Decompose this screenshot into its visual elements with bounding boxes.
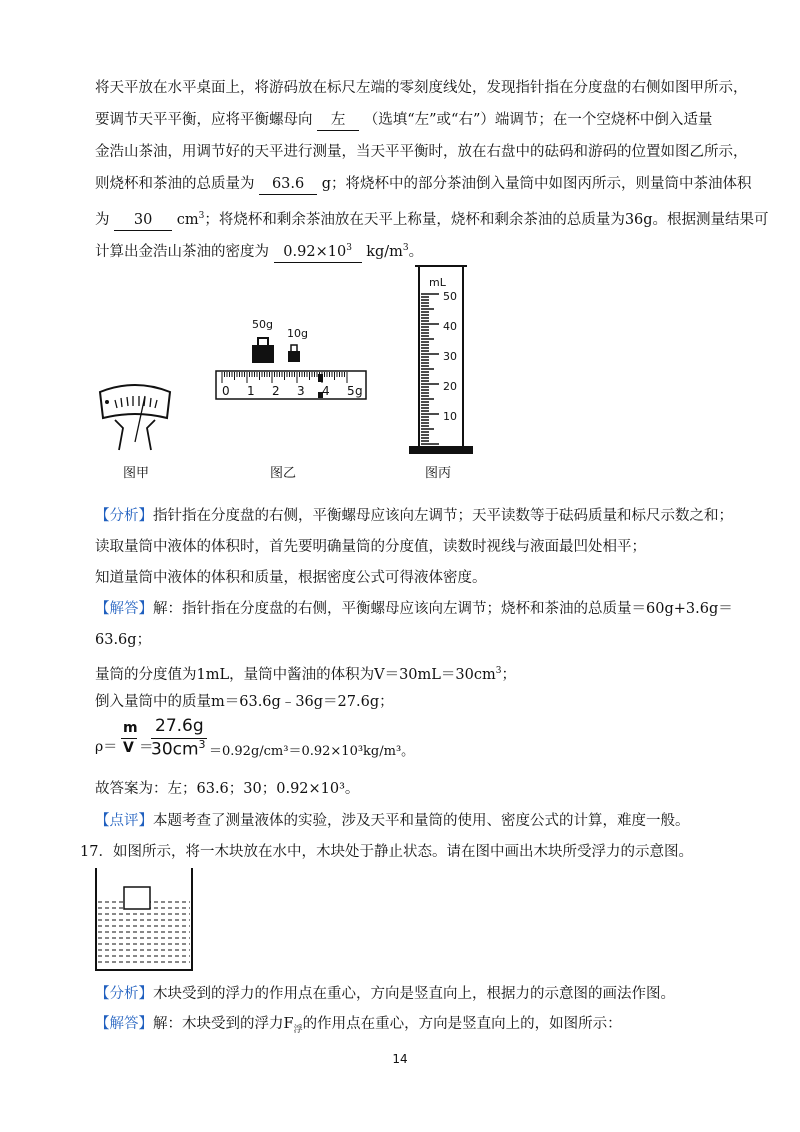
para-line-4 [95, 174, 752, 195]
tick-label: 0 [222, 384, 230, 398]
cylinder-labels [405, 262, 477, 458]
text: 的作用点在重心，方向是竖直向上的，如图所示： [302, 1016, 622, 1032]
text: g；将烧杯中的部分茶油倒入量筒中如图丙所示，则量筒中茶油体积 [321, 176, 752, 192]
weight-10g-label: 10g [287, 327, 308, 340]
analysis-tag: 【分析】 [95, 986, 153, 1002]
para-line-1: 将天平放在水平桌面上，将游码放在标尺左端的零刻度线处，发现指针指在分度盘的右侧如图甲所示， [95, 80, 748, 96]
equals: ＝ [139, 740, 154, 756]
fraction-bar [121, 738, 137, 739]
text: 。 [408, 243, 424, 260]
blank-text: 0.92×10 [283, 243, 347, 260]
caption-fig-c: 图丙 [425, 466, 452, 481]
rho-symbol: ρ＝ [95, 739, 118, 755]
analysis-line-2: 读取量筒中液体的体积时，首先要明确量筒的分度值，读数时视线与液面最凹处相平； [95, 539, 646, 555]
unit-label: g [355, 384, 363, 398]
superscript: 3 [495, 666, 502, 676]
unit-label: mL [429, 276, 446, 289]
answer2-line [95, 1014, 622, 1040]
answer-line-4: 倒入量筒中的质量m＝63.6g﹣36g＝27.6g； [95, 694, 394, 710]
text: 为 [95, 211, 110, 228]
formula-tail: ＝0.92g/cm³＝0.92×10³kg/m³。 [209, 744, 415, 759]
para-line-6 [95, 238, 423, 263]
comment-tag: 【点评】 [95, 813, 153, 829]
answer-final: 故答案为：左；63.6；30；0.92×10³。 [95, 781, 360, 797]
answer-line-2: 63.6g； [95, 632, 152, 648]
text: 计算出金浩山茶油的密度为 [95, 243, 269, 260]
fraction-m-numerator: m [123, 720, 138, 736]
weight-50g-label: 50g [252, 318, 273, 331]
text: 量筒的分度值为1mL，量筒中酱油的体积为V＝30mL＝30cm [95, 666, 496, 683]
tick-label: 50 [443, 290, 457, 303]
answer-blank-4 [274, 238, 362, 263]
analysis-line-3: 知道量筒中液体的体积和质量，根据密度公式可得液体密度。 [95, 570, 487, 586]
answer-blank-1: 左 [317, 110, 359, 131]
text: 解：指针指在分度盘的右侧，平衡螺母应该向左调节；烧杯和茶油的总质量＝60g+3.6g＝ [153, 601, 733, 617]
tick-label: 30 [443, 350, 457, 363]
analysis-line-1 [95, 506, 733, 526]
text: cm [176, 211, 199, 228]
caption-fig-b: 图乙 [270, 466, 297, 481]
para-line-3: 金浩山茶油，用调节好的天平进行测量，当天平平衡时，放在右盘中的砝码和游码的位置如图乙所示， [95, 144, 748, 160]
tick-label: 4 [322, 384, 330, 398]
text: kg/m [366, 243, 403, 260]
answer-tag: 【解答】 [95, 1016, 153, 1032]
para-line-2 [95, 110, 712, 131]
fraction-mass-numerator: 27.6g [155, 716, 204, 736]
tick-label: 1 [247, 384, 255, 398]
text: 则烧杯和茶油的总质量为 [95, 176, 255, 192]
analysis-tag: 【分析】 [95, 508, 153, 524]
density-formula [95, 716, 415, 766]
analysis2-line [95, 984, 675, 1004]
superscript: 3 [346, 243, 352, 253]
answer-line-1 [95, 599, 733, 619]
text: 本题考查了测量液体的实验，涉及天平和量筒的使用、密度公式的计算，难度一般。 [153, 813, 690, 829]
text: ；将烧杯和剩余茶油放在天平上称量，烧杯和剩余茶油的总质量为36g。根据测量结果可 [204, 211, 769, 228]
beaker-with-block [94, 866, 194, 972]
superscript: 3 [198, 738, 206, 751]
question-17: 17．如图所示，将一木块放在水中，木块处于静止状态。请在图中画出木块所受浮力的示意图。 [80, 844, 693, 860]
text: （选填“左”或“右”）端调节；在一个空烧杯中倒入适量 [363, 112, 713, 128]
superscript: 3 [402, 243, 409, 253]
tick-label: 40 [443, 320, 457, 333]
text: 解：木块受到的浮力F [153, 1016, 294, 1032]
weights-icon [248, 333, 308, 365]
page-number: 14 [392, 1052, 408, 1066]
text: 木块受到的浮力的作用点在重心，方向是竖直向上，根据力的示意图的画法作图。 [153, 986, 675, 1002]
tick-label: 3 [297, 384, 305, 398]
answer-tag: 【解答】 [95, 601, 153, 617]
text: ； [501, 666, 516, 683]
tick-label: 10 [443, 410, 457, 423]
fraction-v-denominator: V [123, 740, 134, 756]
superscript: 3 [198, 211, 205, 221]
tick-label: 20 [443, 380, 457, 393]
para-line-5 [95, 206, 769, 231]
text: 30cm [151, 739, 199, 760]
answer-line-3 [95, 661, 516, 685]
tick-label: 5 [347, 384, 355, 398]
balance-dial-figure [95, 380, 175, 460]
text: 指针指在分度盘的右侧，平衡螺母应该向左调节；天平读数等于砝码质量和标尺示数之和； [153, 508, 733, 524]
fraction-volume-denominator [151, 738, 206, 760]
tick-label: 2 [272, 384, 280, 398]
answer-blank-3: 30 [114, 210, 172, 231]
caption-fig-a: 图甲 [123, 466, 150, 481]
comment-line [95, 811, 690, 831]
balance-ruler [215, 370, 367, 400]
answer-blank-2: 63.6 [259, 174, 317, 195]
text: 要调节天平平衡，应将平衡螺母向 [95, 112, 313, 128]
subscript: 浮 [293, 1024, 303, 1035]
